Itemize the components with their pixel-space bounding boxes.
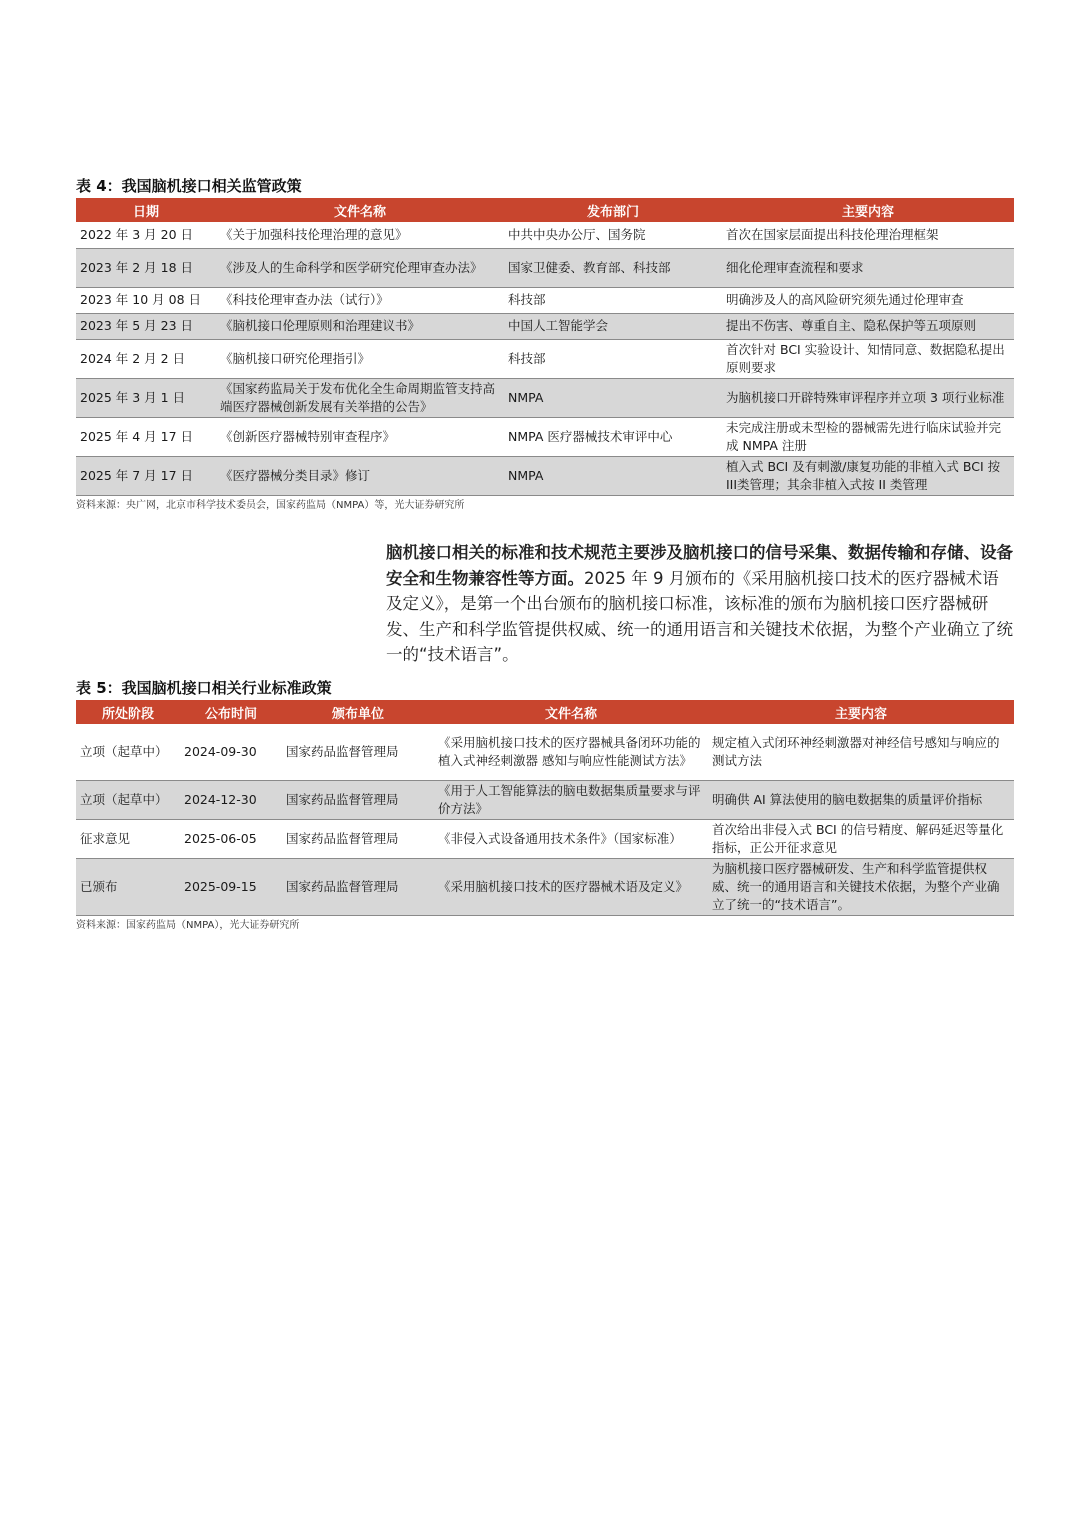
table-cell: 未完成注册或未型检的器械需先进行临床试验并完成 NMPA 注册 (722, 417, 1014, 456)
table-cell: 2024-12-30 (180, 780, 282, 819)
table5-header-cell: 所处阶段 (76, 700, 180, 724)
table5-header-cell: 颁布单位 (282, 700, 434, 724)
table-cell: 2025 年 3 月 1 日 (76, 378, 216, 417)
table-cell: 2025-06-05 (180, 819, 282, 858)
table-row (76, 248, 1014, 287)
table-cell: 国家药品监督管理局 (282, 819, 434, 858)
table5-header-cell: 主要内容 (708, 700, 1014, 724)
table-cell: 2024 年 2 月 2 日 (76, 339, 216, 378)
table-cell: 国家药品监督管理局 (282, 724, 434, 780)
table4-header-cell: 主要内容 (722, 198, 1014, 222)
table-cell: 规定植入式闭环神经刺激器对神经信号感知与响应的测试方法 (708, 724, 1014, 780)
table-cell: 2025-09-15 (180, 858, 282, 915)
table-cell: 征求意见 (76, 819, 180, 858)
table-cell: 提出不伤害、尊重自主、隐私保护等五项原则 (722, 313, 1014, 339)
table-cell: 细化伦理审查流程和要求 (722, 248, 1014, 287)
table4-section (76, 176, 1014, 513)
table-cell: 《脑机接口伦理原则和治理建议书》 (216, 313, 504, 339)
table-cell: 《医疗器械分类目录》修订 (216, 456, 504, 495)
paragraph-bold-lead: 脑机接口相关的标准和技术规范主要涉及脑机接口的信号采集、数据传输和存储、设备安全和生物兼容性等方面。 (386, 543, 1013, 588)
table-row (76, 724, 1014, 780)
table-cell: 中共中央办公厅、国务院 (504, 222, 722, 248)
table-cell: NMPA 医疗器械技术审评中心 (504, 417, 722, 456)
table-cell: 《国家药监局关于发布优化全生命周期监管支持高端医疗器械创新发展有关举措的公告》 (216, 378, 504, 417)
table-cell: 2023 年 5 月 23 日 (76, 313, 216, 339)
table-cell: 首次针对 BCI 实验设计、知情同意、数据隐私提出原则要求 (722, 339, 1014, 378)
table-cell: 2025 年 7 月 17 日 (76, 456, 216, 495)
table4 (76, 198, 1014, 496)
table-cell: 《关于加强科技伦理治理的意见》 (216, 222, 504, 248)
table-cell: 国家药品监督管理局 (282, 780, 434, 819)
table-cell: 科技部 (504, 287, 722, 313)
table-cell: NMPA (504, 456, 722, 495)
table-cell: 《涉及人的生命科学和医学研究伦理审查办法》 (216, 248, 504, 287)
table4-header-cell: 发布部门 (504, 198, 722, 222)
table-cell: 2023 年 2 月 18 日 (76, 248, 216, 287)
table-row (76, 287, 1014, 313)
table-cell: 首次在国家层面提出科技伦理治理框架 (722, 222, 1014, 248)
table-cell: 2022 年 3 月 20 日 (76, 222, 216, 248)
table5-source: 资料来源：国家药监局（NMPA），光大证券研究所 (76, 919, 300, 931)
table-cell: 明确供 AI 算法使用的脑电数据集的质量评价指标 (708, 780, 1014, 819)
table-row (76, 222, 1014, 248)
table4-header-cell: 日期 (76, 198, 216, 222)
table-cell: 首次给出非侵入式 BCI 的信号精度、解码延迟等量化指标，正公开征求意见 (708, 819, 1014, 858)
table-row (76, 378, 1014, 417)
table-cell: 2025 年 4 月 17 日 (76, 417, 216, 456)
table-cell: 植入式 BCI 及有刺激/康复功能的非植入式 BCI 按III类管理；其余非植入式按 II 类管理 (722, 456, 1014, 495)
table-cell: 《创新医疗器械特别审查程序》 (216, 417, 504, 456)
table4-header-cell: 文件名称 (216, 198, 504, 222)
body-paragraph (386, 540, 1014, 668)
paragraph-text: 2025 年 9 月颁布的《采用脑机接口技术的医疗器械术语及定义》，是第一个出台颁布的脑机接口标准，该标准的颁布为脑机接口医疗器械研发、生产和科学监管提供权威、统一的通用语言和关键技术依据，为整个产业确立了统一的“技术语言”。 (386, 568, 1013, 664)
table-cell: 为脑机接口医疗器械研发、生产和科学监管提供权威、统一的通用语言和关键技术依据，为整个产业确立了统一的“技术语言”。 (708, 858, 1014, 915)
table-cell: 立项（起草中） (76, 724, 180, 780)
table-cell: 《用于人工智能算法的脑电数据集质量要求与评价方法》 (434, 780, 708, 819)
table-cell: NMPA (504, 378, 722, 417)
table-cell: 为脑机接口开辟特殊审评程序并立项 3 项行业标准 (722, 378, 1014, 417)
table5-section (76, 678, 1014, 933)
table-cell: 《非侵入式设备通用技术条件》（国家标准） (434, 819, 708, 858)
table-cell: 2023 年 10 月 08 日 (76, 287, 216, 313)
table-cell: 《采用脑机接口技术的医疗器械术语及定义》 (434, 858, 708, 915)
table-cell: 国家卫健委、教育部、科技部 (504, 248, 722, 287)
table-cell: 《采用脑机接口技术的医疗器械具备闭环功能的植入式神经刺激器 感知与响应性能测试方法》 (434, 724, 708, 780)
table4-title: 表 4：我国脑机接口相关监管政策 (76, 177, 302, 195)
table-cell: 明确涉及人的高风险研究须先通过伦理审查 (722, 287, 1014, 313)
table5 (76, 700, 1014, 916)
table-cell: 《科技伦理审查办法（试行）》 (216, 287, 504, 313)
table-cell: 国家药品监督管理局 (282, 858, 434, 915)
table-cell: 已颁布 (76, 858, 180, 915)
table-row (76, 858, 1014, 915)
table-row (76, 456, 1014, 495)
table-row (76, 819, 1014, 858)
table-cell: 科技部 (504, 339, 722, 378)
table4-header-row (76, 198, 1014, 222)
table5-header-cell: 公布时间 (180, 700, 282, 724)
table4-source: 资料来源：央广网，北京市科学技术委员会，国家药监局（NMPA）等，光大证券研究所 (76, 499, 465, 511)
table-cell: 《脑机接口研究伦理指引》 (216, 339, 504, 378)
table-row (76, 780, 1014, 819)
table-row (76, 417, 1014, 456)
table5-header-cell: 文件名称 (434, 700, 708, 724)
table-row (76, 313, 1014, 339)
table-row (76, 339, 1014, 378)
table-cell: 中国人工智能学会 (504, 313, 722, 339)
table5-title: 表 5：我国脑机接口相关行业标准政策 (76, 679, 332, 697)
table5-header-row (76, 700, 1014, 724)
table-cell: 2024-09-30 (180, 724, 282, 780)
table-cell: 立项（起草中） (76, 780, 180, 819)
